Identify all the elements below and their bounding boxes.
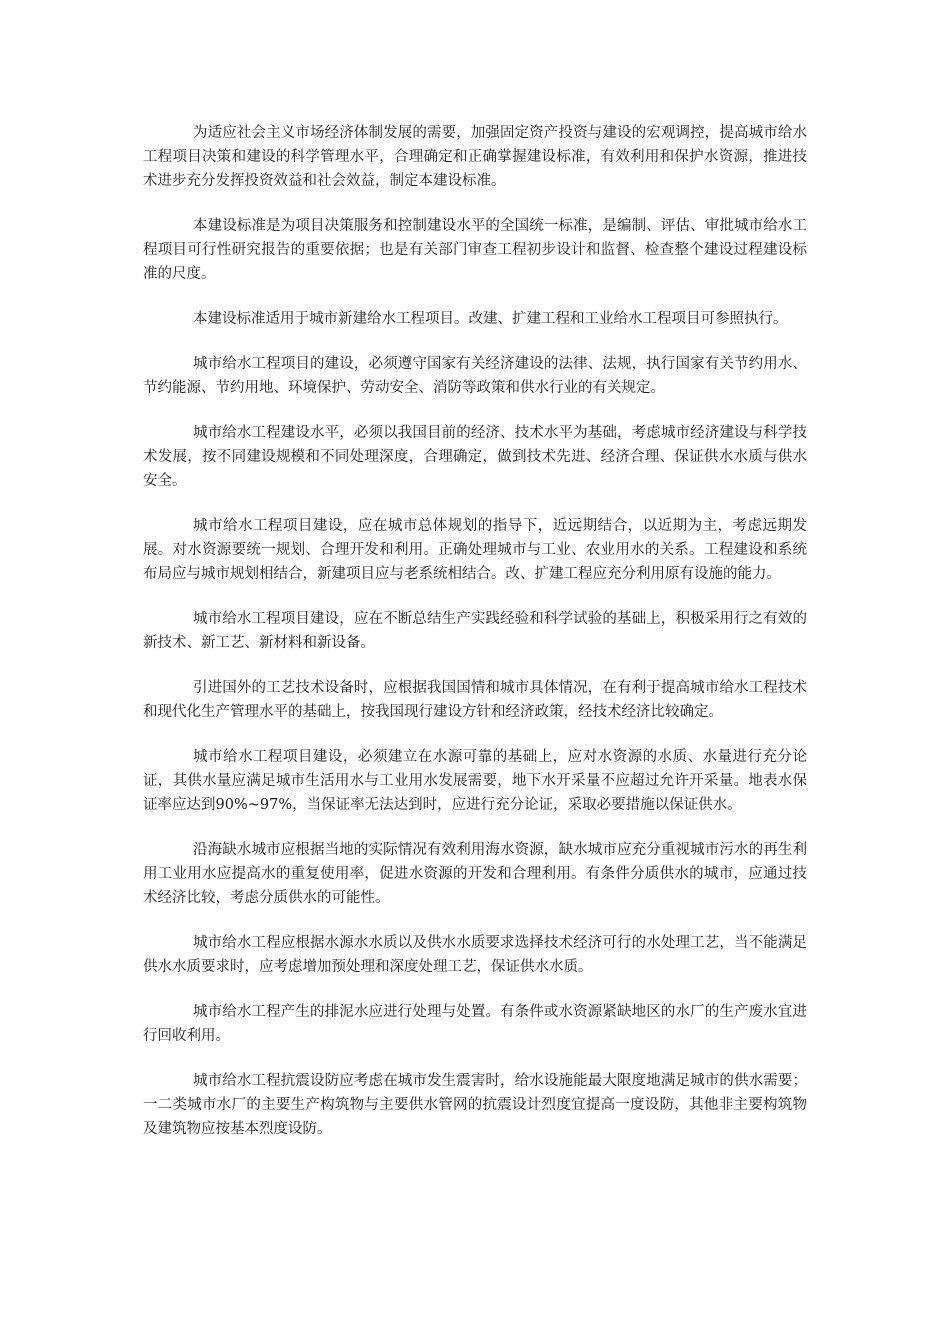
paragraph: 引进国外的工艺技术设备时，应根据我国国情和城市具体情况，在有利于提高城市给水工程技术和现代化生产管理水平的基础上，按我国现行建设方针和经济政策，经技术经济比较确定。 (143, 680, 807, 720)
paragraph: 城市给水工程项目建设，必须建立在水源可靠的基础上，应对水资源的水质、水量进行充分论证，其供水量应满足城市生活用水与工业用水发展需要，地下水开采量不应超过允许开采量。地表水保证率应达到90%~97%，当保证率无法达到时，应进行充分论证，采取必要措施以保证供水。 (143, 749, 807, 813)
paragraph: 城市给水工程项目建设，应在城市总体规划的指导下，近远期结合，以近期为主，考虑远期发展。对水资源要统一规划、合理开发和利用。正确处理城市与工业、农业用水的关系。工程建设和系统布局应与城市规划相结合，新建项目应与老系统相结合。改、扩建工程应充分利用原有设施的能力。 (143, 518, 807, 582)
paragraph: 城市给水工程建设水平，必须以我国目前的经济、技术水平为基础，考虑城市经济建设与科学技术发展，按不同建设规模和不同处理深度，合理确定，做到技术先进、经济合理、保证供水水质与供水安全。 (143, 425, 807, 489)
paragraph: 城市给水工程应根据水源水水质以及供水水质要求选择技术经济可行的水处理工艺，当不能满足供水水质要求时，应考虑增加预处理和深度处理工艺，保证供水水质。 (143, 935, 807, 975)
document-body (143, 121, 807, 1162)
paragraph: 城市给水工程产生的排泥水应进行处理与处置。有条件或水资源紧缺地区的水厂的生产废水宜进行回收利用。 (143, 1004, 807, 1044)
paragraph: 城市给水工程项目的建设，必须遵守国家有关经济建设的法律、法规，执行国家有关节约用水、节约能源、节约用地、环境保护、劳动安全、消防等政策和供水行业的有关规定。 (143, 356, 807, 396)
paragraph: 为适应社会主义市场经济体制发展的需要，加强固定资产投资与建设的宏观调控，提高城市给水工程项目决策和建设的科学管理水平，合理确定和正确掌握建设标准，有效利用和保护水资源，推进技术进步充分发挥投资效益和社会效益，制定本建设标准。 (143, 125, 807, 189)
paragraph: 本建设标准适用于城市新建给水工程项目。改建、扩建工程和工业给水工程项目可参照执行。 (193, 311, 788, 327)
paragraph: 城市给水工程项目建设，应在不断总结生产实践经验和科学试验的基础上，积极采用行之有效的新技术、新工艺、新材料和新设备。 (143, 611, 807, 651)
paragraph: 沿海缺水城市应根据当地的实际情况有效利用海水资源，缺水城市应充分重视城市污水的再生利用工业用水应提高水的重复使用率，促进水资源的开发和合理利用。有条件分质供水的城市，应通过技术经济比较，考虑分质供水的可能性。 (143, 842, 807, 906)
paragraph: 本建设标准是为项目决策服务和控制建设水平的全国统一标准，是编制、评估、审批城市给水工程项目可行性研究报告的重要依据；也是有关部门审查工程初步设计和监督、检查整个建设过程建设标准的尺度。 (143, 218, 807, 282)
paragraph: 城市给水工程抗震设防应考虑在城市发生震害时，给水设施能最大限度地满足城市的供水需要；一二类城市水厂的主要生产构筑物与主要供水管网的抗震设计烈度宜提高一度设防，其他非主要构筑物及建筑物应按基本烈度设防。 (143, 1073, 807, 1137)
